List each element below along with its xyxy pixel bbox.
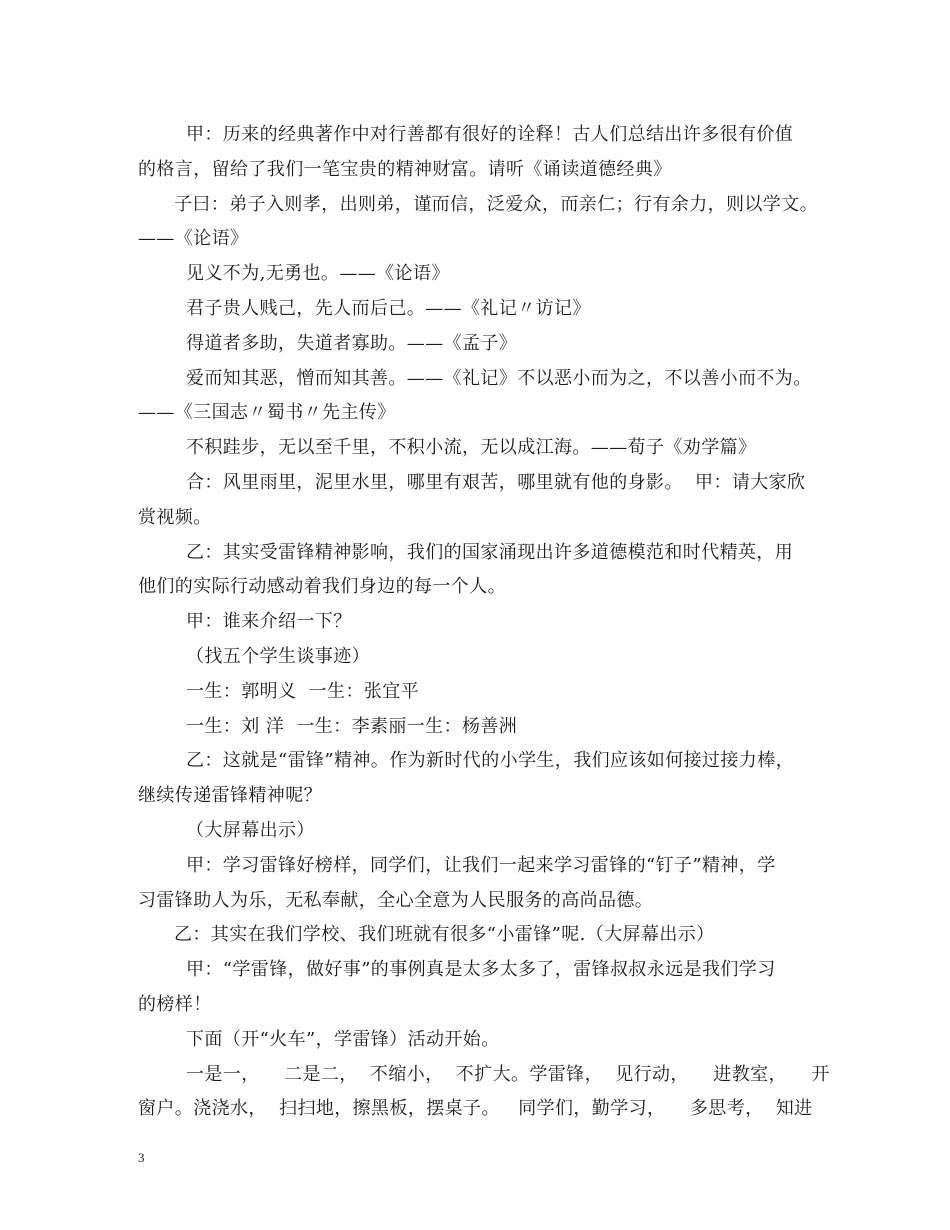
text-line: 一生：刘 洋 一生：李素丽一生：杨善洲 <box>186 715 518 737</box>
text-line: 甲：谁来介绍一下？ <box>186 611 352 633</box>
text-line: 的格言，留给了我们一笔宝贵的精神财富。请听《诵读道德经典》 <box>138 158 672 180</box>
text-line: 窗户。浇浇水， 扫扫地，擦黑板，摆桌子。 同学们，勤学习， 多思考， 知进 <box>138 1098 813 1120</box>
text-line: （找五个学生谈事迹） <box>186 645 370 667</box>
text-line: 合：风里雨里，泥里水里，哪里有艰苦，哪里就有他的身影。 甲：请大家欣 <box>186 471 806 493</box>
text-line: ——《论语》 <box>138 228 249 250</box>
text-line: 的榜样！ <box>138 993 212 1015</box>
text-line: 下面（开“火车”，学雷锋）活动开始。 <box>186 1028 500 1050</box>
text-line: 甲：历来的经典著作中对行善都有很好的诠释！古人们总结出许多很有价值 <box>186 124 794 145</box>
text-line: 一是一， 二是二， 不缩小， 不扩大。学雷锋， 见行动， 进教室， 开 <box>186 1063 830 1085</box>
text-line: 君子贵人贱己，先人而后己。——《礼记〃访记》 <box>186 297 591 319</box>
text-line: （大屏幕出示） <box>186 819 315 841</box>
text-line: 不积跬步，无以至千里，不积小流，无以成江海。——荀子《劝学篇》 <box>186 437 757 459</box>
text-line: 爱而知其恶，憎而知其善。——《礼记》不以恶小而为之，不以善小而不为。 <box>186 367 812 389</box>
text-line: 见义不为,无勇也。——《论语》 <box>186 263 450 285</box>
text-line: 习雷锋助人为乐，无私奉献，全心全意为人民服务的高尚品德。 <box>138 889 654 911</box>
text-line: 甲：“学雷锋，做好事”的事例真是太多太多了，雷锋叔叔永远是我们学习 <box>186 959 776 981</box>
text-line: 继续传递雷锋精神呢？ <box>138 785 322 807</box>
text-line: 一生：郭明义 一生：张宜平 <box>186 680 420 702</box>
text-line: 乙：其实在我们学校、我们班就有很多“小雷锋”呢.（大屏幕出示） <box>174 924 715 946</box>
text-line: 子曰：弟子入则孝，出则弟，谨而信，泛爱众，而亲仁；行有余力，则以学文。 <box>174 193 818 215</box>
text-line: 乙：其实受雷锋精神影响，我们的国家涌现出许多道德模范和时代精英，用 <box>186 541 794 563</box>
text-line: 得道者多助，失道者寡助。——《孟子》 <box>186 332 518 354</box>
text-line: ——《三国志〃蜀书〃先主传》 <box>138 402 396 424</box>
text-line: 甲：学习雷锋好榜样，同学们，让我们一起来学习雷锋的“钉子”精神，学 <box>186 854 776 876</box>
text-line: 他们的实际行动感动着我们身边的每一个人。 <box>138 576 506 598</box>
document-body <box>138 118 828 1127</box>
text-line: 赏视频。 <box>138 506 212 528</box>
page-number: 3 <box>138 1150 145 1165</box>
text-line: 乙：这就是“雷锋”精神。作为新时代的小学生，我们应该如何接过接力棒， <box>186 750 795 772</box>
